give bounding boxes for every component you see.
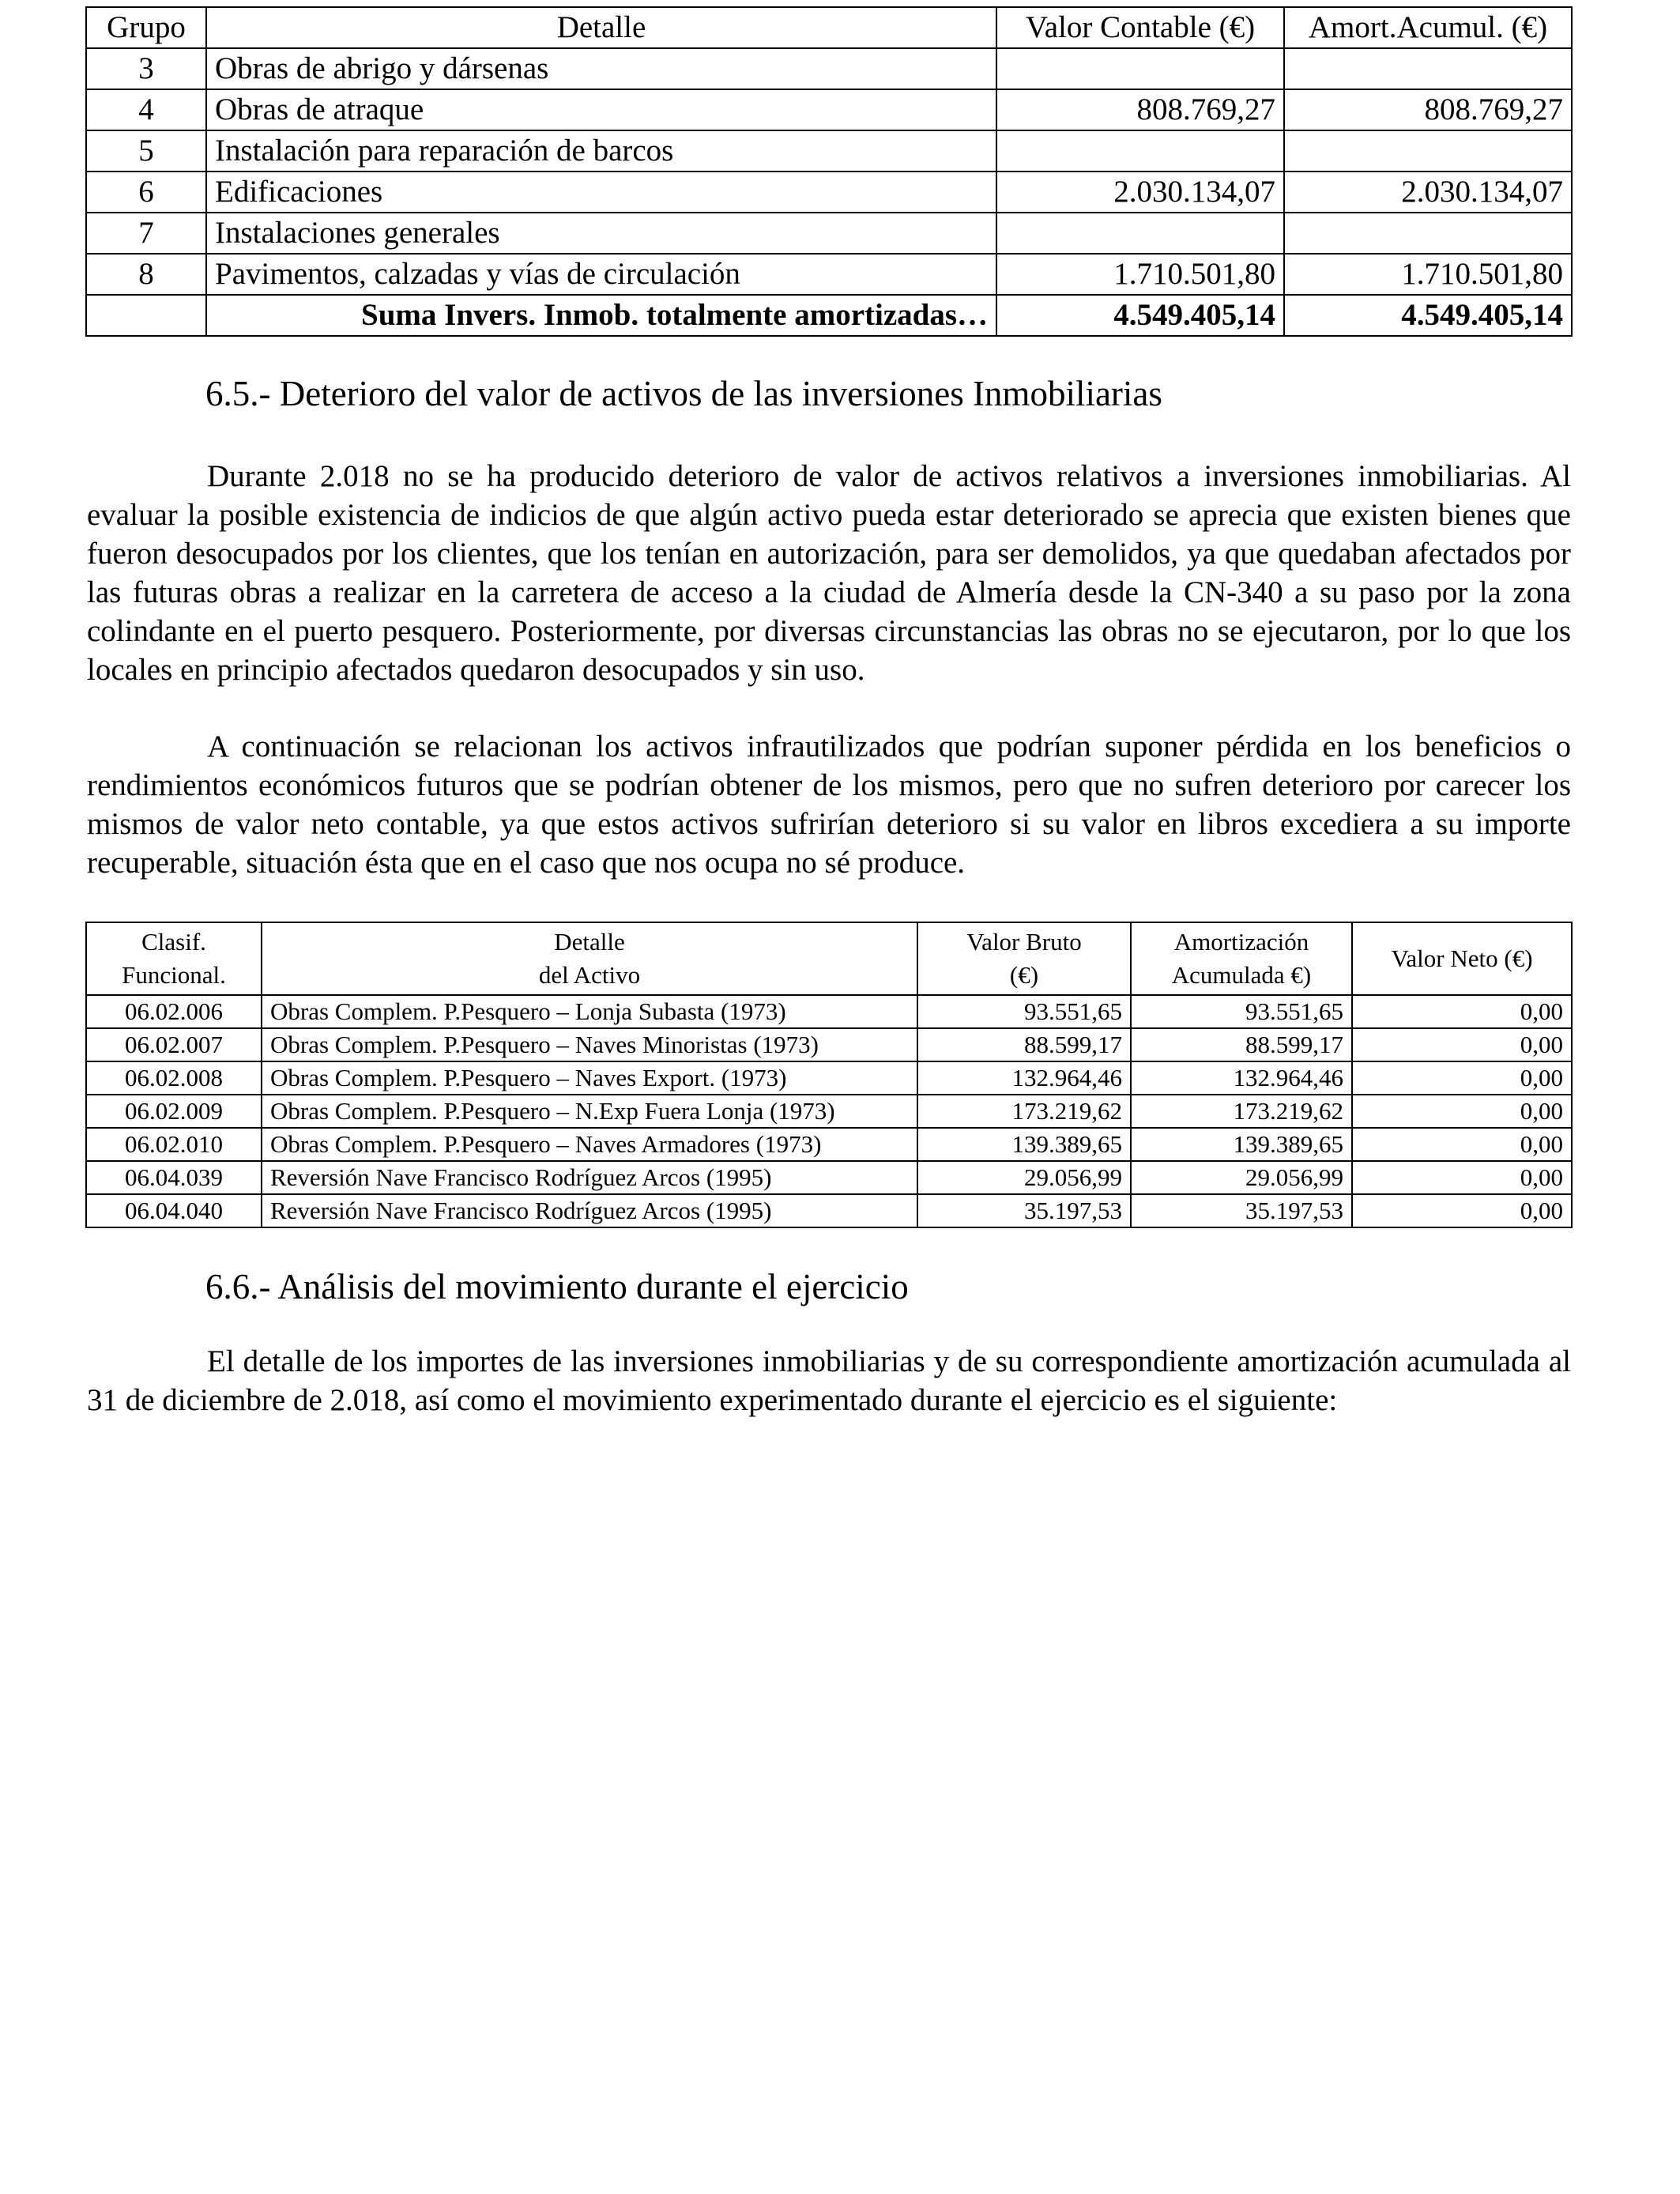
section-6-5-paragraph-1: Durante 2.018 no se ha producido deterioro de valor de activos relativos a inversiones inmobiliarias. Al evaluar la posible existencia de indicios de que algún activo pueda estar deteriorado se aprecia que existen bienes que fueron desocupados por los clientes, que los tenían en autorización, para ser demolidos, ya que quedaban afectados por las futuras obras a realizar en la carretera de acceso a la ciudad de Almería desde la CN-340 a su paso por la zona colindante en el puerto pesquero. Posteriormente, por diversas circunstancias las obras no se ejecutaron, por lo que los locales en principio afectados quedaron desocupados y sin uso.	[87, 459, 1571, 687]
bruto-cell: 29.056,99	[917, 1161, 1131, 1194]
total-label: Suma Invers. Inmob. totalmente amortizadas…	[206, 295, 996, 336]
neto-cell: 0,00	[1352, 995, 1572, 1028]
neto-cell: 0,00	[1352, 1061, 1572, 1095]
neto-cell: 0,00	[1352, 1128, 1572, 1161]
detalle-cell: Obras Complem. P.Pesquero – N.Exp Fuera Lonja (1973)	[262, 1095, 917, 1128]
amort-cell: 173.219,62	[1131, 1095, 1352, 1128]
table-row	[86, 995, 1572, 1028]
valor-cell	[996, 48, 1284, 89]
grupo-cell: 8	[86, 254, 206, 295]
neto-cell: 0,00	[1352, 1161, 1572, 1194]
amort-cell	[1284, 130, 1572, 172]
header-valor-neto: Valor Neto (€)	[1352, 922, 1572, 995]
table-row	[86, 1194, 1572, 1227]
detalle-cell: Reversión Nave Francisco Rodríguez Arcos (1995)	[262, 1194, 917, 1227]
amort-cell: 1.710.501,80	[1284, 254, 1572, 295]
detalle-cell: Obras Complem. P.Pesquero – Naves Armadores (1973)	[262, 1128, 917, 1161]
detalle-cell: Edificaciones	[206, 172, 996, 213]
detalle-cell: Obras de abrigo y dársenas	[206, 48, 996, 89]
bruto-cell: 93.551,65	[917, 995, 1131, 1028]
valor-cell	[996, 130, 1284, 172]
amort-cell: 93.551,65	[1131, 995, 1352, 1028]
amort-cell: 139.389,65	[1131, 1128, 1352, 1161]
neto-cell: 0,00	[1352, 1095, 1572, 1128]
detalle-cell: Obras de atraque	[206, 89, 996, 130]
section-6-5-paragraph-2: A continuación se relacionan los activos infrautilizados que podrían suponer pérdida en los beneficios o rendimientos económicos futuros que se podrían obtener de los mismos, pero que no sufren deterioro por carecer los mismos de valor neto contable, ya que estos activos sufrirían deterioro si su valor en libros excediera a su importe recuperable, situación ésta que en el caso que nos ocupa no sé produce.	[87, 729, 1571, 880]
amort-cell	[1284, 48, 1572, 89]
grupo-cell: 6	[86, 172, 206, 213]
table-row	[86, 172, 1572, 213]
code-cell: 06.02.010	[86, 1128, 262, 1161]
table-row	[86, 254, 1572, 295]
amort-cell: 35.197,53	[1131, 1194, 1352, 1227]
table-row	[86, 1161, 1572, 1194]
code-cell: 06.04.040	[86, 1194, 262, 1227]
bruto-cell: 132.964,46	[917, 1061, 1131, 1095]
grupo-cell: 7	[86, 213, 206, 254]
section-6-6-paragraph: El detalle de los importes de las inversiones inmobiliarias y de su correspondiente amortización acumulada al 31 de diciembre de 2.018, así como el movimiento experimentado durante el ejercicio es el siguiente:	[87, 1344, 1571, 1417]
code-cell: 06.02.007	[86, 1028, 262, 1061]
header-valor-contable: Valor Contable (€)	[996, 7, 1284, 48]
code-cell: 06.02.009	[86, 1095, 262, 1128]
detalle-cell: Instalaciones generales	[206, 213, 996, 254]
bruto-cell: 88.599,17	[917, 1028, 1131, 1061]
table-row	[86, 1061, 1572, 1095]
code-cell: 06.02.006	[86, 995, 262, 1028]
code-cell: 06.02.008	[86, 1061, 262, 1095]
code-cell: 06.04.039	[86, 1161, 262, 1194]
bruto-cell: 139.389,65	[917, 1128, 1131, 1161]
bruto-cell: 173.219,62	[917, 1095, 1131, 1128]
header-amort-acumul: Amort.Acumul. (€)	[1284, 7, 1572, 48]
table-row	[86, 1028, 1572, 1061]
detalle-cell: Reversión Nave Francisco Rodríguez Arcos (1995)	[262, 1161, 917, 1194]
grupo-cell: 5	[86, 130, 206, 172]
grupo-cell: 4	[86, 89, 206, 130]
table-header-row	[86, 7, 1572, 48]
section-heading-6-5: 6.5.- Deterioro del valor de activos de las inversiones Inmobiliarias	[205, 374, 1162, 413]
table-row	[86, 89, 1572, 130]
valor-cell: 2.030.134,07	[996, 172, 1284, 213]
valor-cell: 1.710.501,80	[996, 254, 1284, 295]
table-row	[86, 130, 1572, 172]
table-row	[86, 213, 1572, 254]
detalle-cell: Obras Complem. P.Pesquero – Lonja Subasta (1973)	[262, 995, 917, 1028]
header-detalle: Detalle	[206, 7, 996, 48]
amort-cell	[1284, 213, 1572, 254]
amort-cell: 29.056,99	[1131, 1161, 1352, 1194]
valor-cell: 808.769,27	[996, 89, 1284, 130]
neto-cell: 0,00	[1352, 1194, 1572, 1227]
table-row	[86, 1128, 1572, 1161]
header-amortizacion-acumulada: Amortización Acumulada €)	[1131, 922, 1352, 995]
section-heading-6-6: 6.6.- Análisis del movimiento durante el ejercicio	[205, 1267, 909, 1306]
valor-cell	[996, 213, 1284, 254]
amort-cell: 88.599,17	[1131, 1028, 1352, 1061]
detalle-cell: Instalación para reparación de barcos	[206, 130, 996, 172]
fully-amortized-investments-table	[85, 6, 1573, 337]
table-total-row	[86, 295, 1572, 336]
neto-cell: 0,00	[1352, 1028, 1572, 1061]
total-amort: 4.549.405,14	[1284, 295, 1572, 336]
detalle-cell: Obras Complem. P.Pesquero – Naves Minoristas (1973)	[262, 1028, 917, 1061]
header-clasif-funcional: Clasif. Funcional.	[86, 922, 262, 995]
total-grupo-cell	[86, 295, 206, 336]
underused-assets-table	[85, 922, 1573, 1228]
total-valor: 4.549.405,14	[996, 295, 1284, 336]
header-valor-bruto: Valor Bruto (€)	[917, 922, 1131, 995]
table-row	[86, 48, 1572, 89]
detalle-cell: Pavimentos, calzadas y vías de circulación	[206, 254, 996, 295]
header-grupo: Grupo	[86, 7, 206, 48]
amort-cell: 2.030.134,07	[1284, 172, 1572, 213]
bruto-cell: 35.197,53	[917, 1194, 1131, 1227]
header-detalle-activo: Detalle del Activo	[262, 922, 917, 995]
table-header-row	[86, 922, 1572, 995]
table-row	[86, 1095, 1572, 1128]
grupo-cell: 3	[86, 48, 206, 89]
amort-cell: 132.964,46	[1131, 1061, 1352, 1095]
amort-cell: 808.769,27	[1284, 89, 1572, 130]
detalle-cell: Obras Complem. P.Pesquero – Naves Export. (1973)	[262, 1061, 917, 1095]
